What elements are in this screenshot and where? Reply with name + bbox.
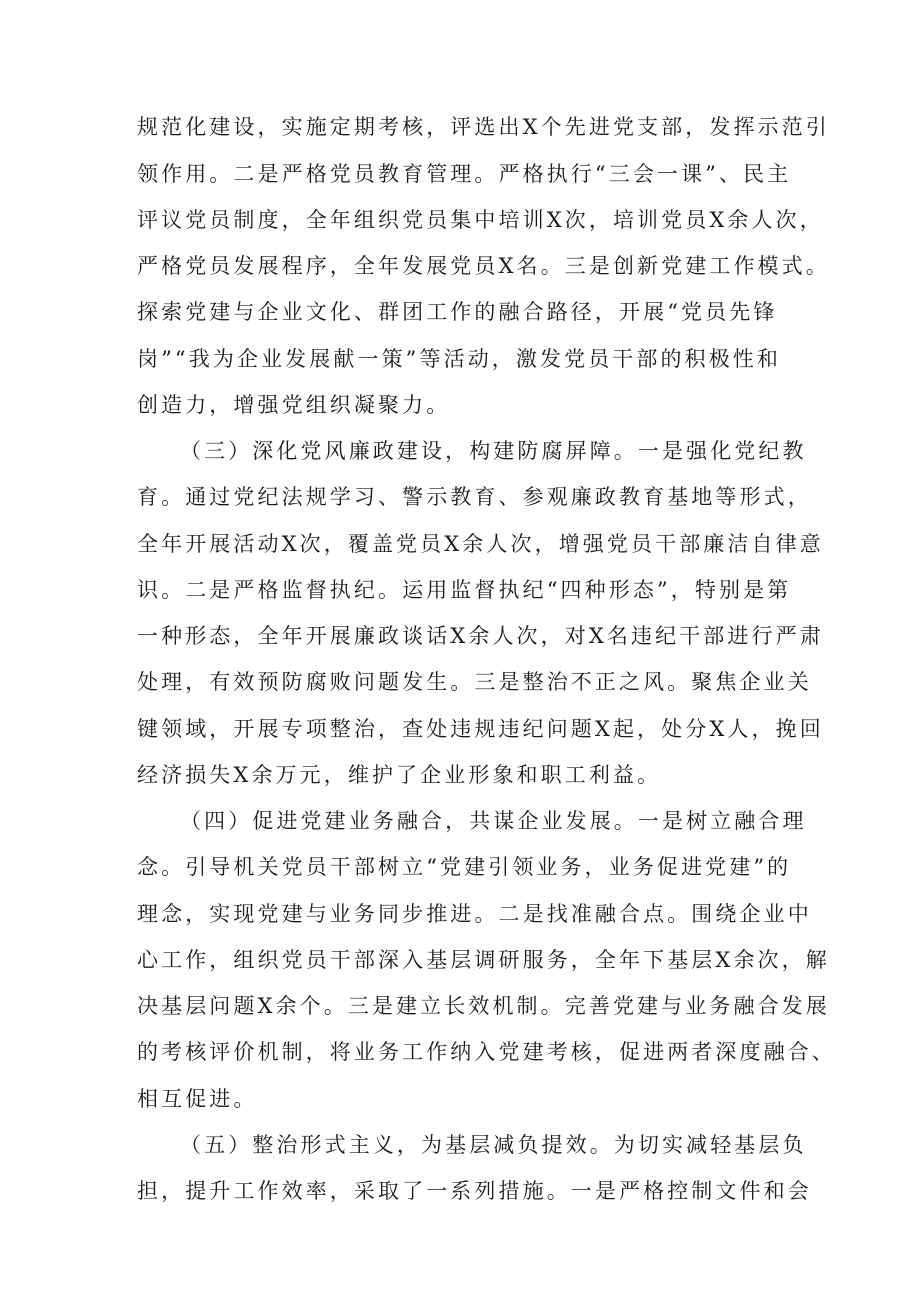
text-line: 探索党建与企业文化、群团工作的融合路径，开展“党员先锋 — [137, 300, 778, 324]
section-five-heading-line: （五）整治形式主义，为基层减负提效。为切实减轻基层负 — [180, 1133, 807, 1157]
section-four-heading-line: （四）促进党建业务融合，共谋企业发展。一是树立融合理 — [180, 809, 807, 833]
text-line: 相互促进。 — [137, 1087, 258, 1111]
text-line: 评议党员制度，全年组织党员集中培训X次，培训党员X余人次， — [137, 208, 824, 232]
text-line: 规范化建设，实施定期考核，评选出X个先进党支部，发挥示范引 — [137, 115, 830, 139]
text-line: 键领域，开展专项整治，查处违规违纪问题X起，处分X人，挽回 — [137, 717, 824, 741]
text-line: 决基层问题X余个。三是建立长效机制。完善党建与业务融合发展 — [137, 994, 830, 1018]
text-line: 创造力，增强党组织凝聚力。 — [137, 393, 451, 417]
text-line: 心工作，组织党员干部深入基层调研服务，全年下基层X余次，解 — [137, 948, 830, 972]
text-line: 一种形态，全年开展廉政谈话X余人次，对X名违纪干部进行严肃 — [137, 624, 824, 648]
text-line: 理念，实现党建与业务同步推进。二是找准融合点。围绕企业中 — [137, 902, 812, 926]
text-line: 识。二是严格监督执纪。运用监督执纪“四种形态”，特别是第 — [137, 578, 792, 602]
text-line: 念。引导机关党员干部树立“党建引领业务，业务促进党建”的 — [137, 855, 792, 879]
text-line: 经济损失X余万元，维护了企业形象和职工利益。 — [137, 763, 662, 787]
section-three-heading-line: （三）深化党风廉政建设，构建防腐屏障。一是强化党纪教 — [180, 439, 807, 463]
text-line: 严格党员发展程序，全年发展党员X名。三是创新党建工作模式。 — [137, 254, 830, 278]
text-line: 的考核评价机制，将业务工作纳入党建考核，促进两者深度融合、 — [137, 1040, 836, 1064]
text-line: 全年开展活动X次，覆盖党员X余人次，增强党员干部廉洁自律意 — [137, 532, 824, 556]
text-line: 岗”“我为企业发展献一策”等活动，激发党员干部的积极性和 — [137, 347, 782, 371]
text-line: 担，提升工作效率，采取了一系列措施。一是严格控制文件和会 — [137, 1179, 812, 1203]
text-line: 领作用。二是严格党员教育管理。严格执行“三会一课”、民主 — [137, 162, 792, 186]
text-line: 处理，有效预防腐败问题发生。三是整治不正之风。聚焦企业关 — [137, 670, 812, 694]
text-line: 育。通过党纪法规学习、警示教育、参观廉政教育基地等形式， — [137, 485, 812, 509]
